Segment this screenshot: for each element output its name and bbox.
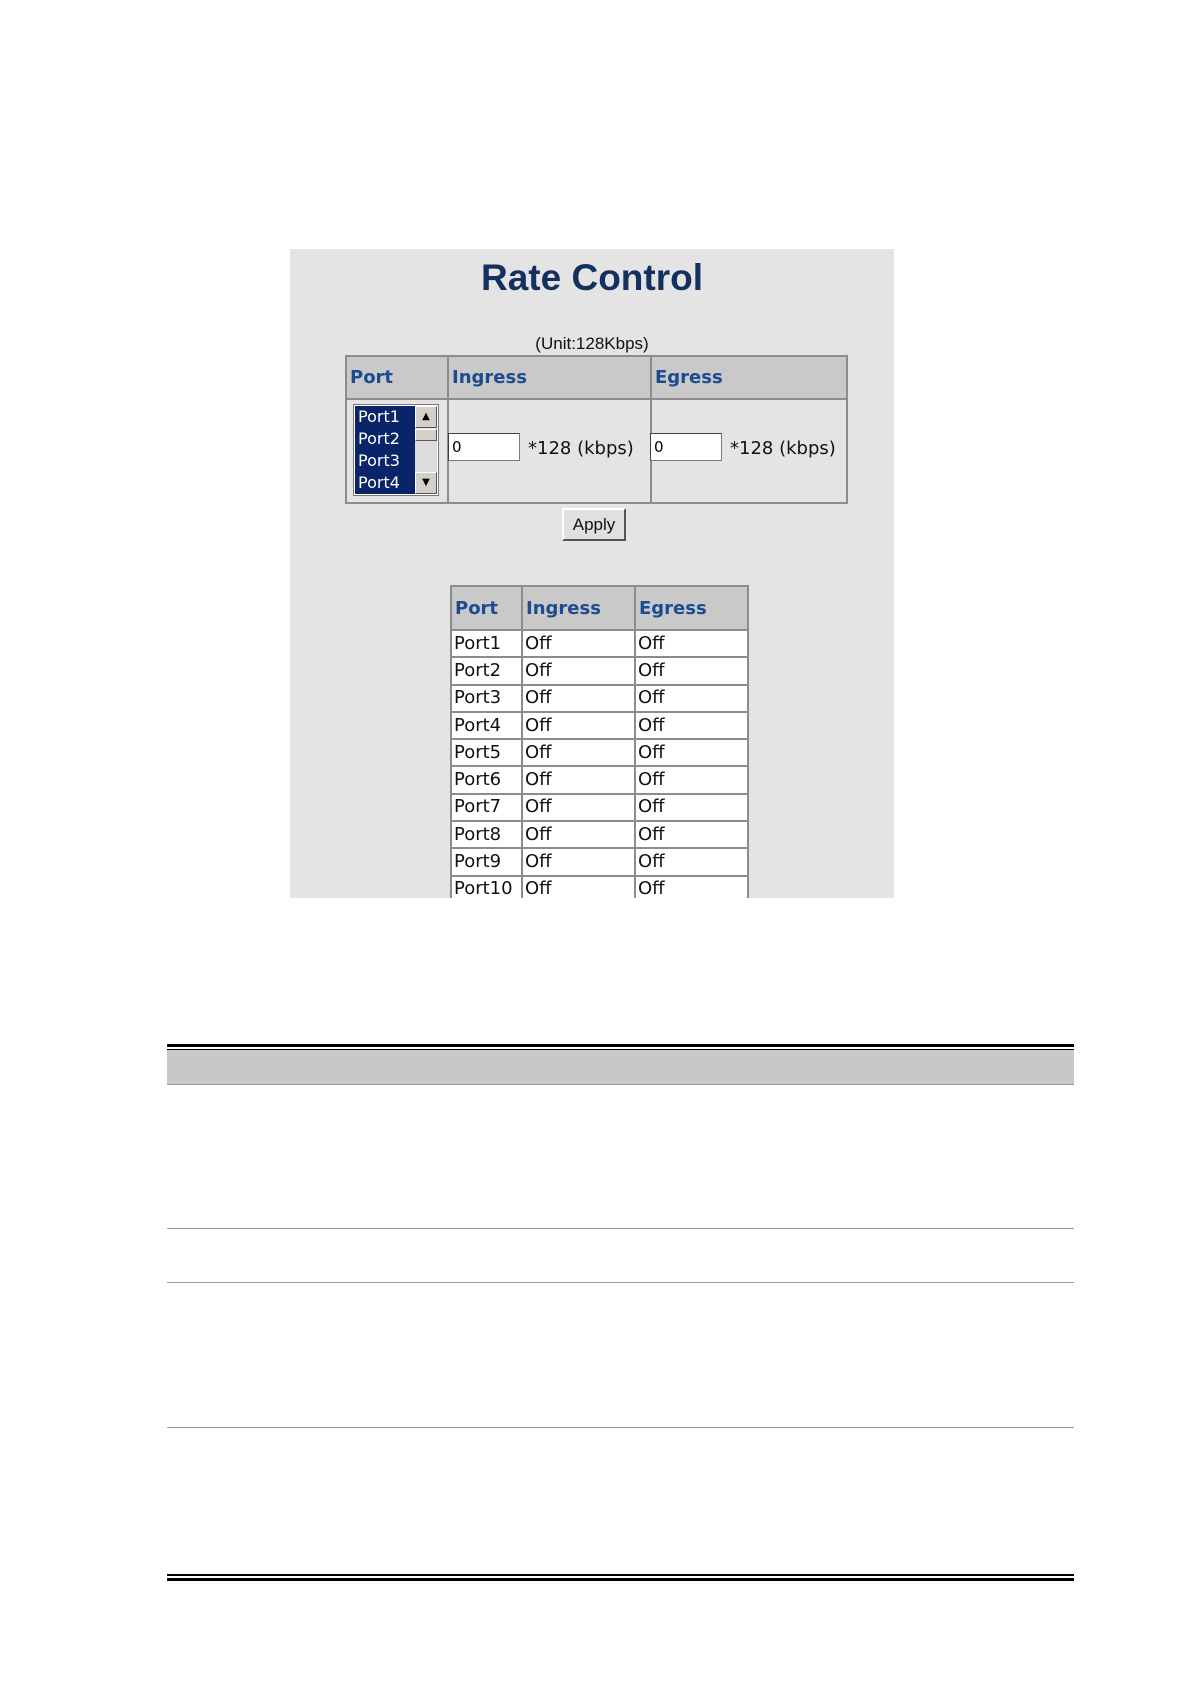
port-cell: Port8 <box>451 821 522 848</box>
table-row <box>451 876 748 898</box>
egress-rate-input[interactable] <box>650 433 722 461</box>
ingress-cell: Off <box>522 630 635 657</box>
egress-cell: Off <box>635 739 748 766</box>
ingress-column-header: Ingress <box>449 357 650 398</box>
rate-status-table <box>450 585 749 898</box>
port-cell: Port9 <box>451 848 522 875</box>
ingress-rate-input[interactable] <box>448 433 520 461</box>
port-cell: Port6 <box>451 766 522 793</box>
port-options <box>355 406 416 494</box>
egress-cell: Off <box>635 821 748 848</box>
egress-column-header: Egress <box>652 357 846 398</box>
port-option[interactable]: Port3 <box>358 451 400 470</box>
port-column-header: Port <box>347 357 447 398</box>
ingress-cell: Off <box>522 739 635 766</box>
egress-cell: Off <box>635 766 748 793</box>
scroll-down-icon[interactable]: ▼ <box>415 472 437 494</box>
table-bottom-rule-thick <box>167 1578 1074 1581</box>
table-header-band <box>167 1050 1074 1084</box>
port-cell: Port1 <box>451 630 522 657</box>
scroll-thumb[interactable] <box>415 429 437 441</box>
ingress-cell: Off <box>522 685 635 712</box>
table-row-rule <box>167 1228 1074 1229</box>
port-select-list[interactable] <box>353 404 439 496</box>
egress-cell: Off <box>635 657 748 684</box>
table-row-rule <box>167 1427 1074 1428</box>
ingress-cell: Off <box>522 712 635 739</box>
ingress-rate-unit: *128 (kbps) <box>528 438 634 459</box>
ingress-cell: Off <box>522 876 635 898</box>
apply-button[interactable]: Apply <box>562 508 626 541</box>
ingress-cell: Off <box>522 794 635 821</box>
port-cell: Port4 <box>451 712 522 739</box>
table-row <box>451 685 748 712</box>
egress-cell: Off <box>635 794 748 821</box>
port-cell: Port3 <box>451 685 522 712</box>
scroll-up-icon[interactable]: ▲ <box>415 406 437 428</box>
table-top-rule <box>167 1044 1074 1047</box>
egress-cell: Off <box>635 876 748 898</box>
egress-cell: Off <box>635 712 748 739</box>
egress-rate-unit: *128 (kbps) <box>730 438 836 459</box>
port-option[interactable]: Port1 <box>358 407 400 426</box>
port-cell: Port10 <box>451 876 522 898</box>
table-row <box>451 630 748 657</box>
ingress-cell: Off <box>522 766 635 793</box>
column-divider <box>447 357 449 502</box>
page-title: Rate Control <box>481 257 703 298</box>
table-row <box>451 739 748 766</box>
column-divider <box>650 357 652 502</box>
port-option[interactable]: Port4 <box>358 473 400 492</box>
table-row <box>451 794 748 821</box>
port-cell: Port2 <box>451 657 522 684</box>
table-row <box>451 657 748 684</box>
status-ingress-header: Ingress <box>522 586 635 630</box>
header-divider <box>347 398 846 400</box>
table-row <box>451 712 748 739</box>
unit-note: (Unit:128Kbps) <box>535 334 649 353</box>
egress-cell: Off <box>635 685 748 712</box>
table-row <box>451 821 748 848</box>
ingress-cell: Off <box>522 657 635 684</box>
table-row-rule <box>167 1282 1074 1283</box>
table-row <box>451 766 748 793</box>
port-cell: Port7 <box>451 794 522 821</box>
port-cell: Port5 <box>451 739 522 766</box>
ingress-cell: Off <box>522 821 635 848</box>
table-row <box>451 848 748 875</box>
table-header-rule <box>167 1084 1074 1085</box>
status-egress-header: Egress <box>635 586 748 630</box>
rate-control-panel <box>290 249 894 898</box>
egress-cell: Off <box>635 630 748 657</box>
table-bottom-rule <box>167 1574 1074 1576</box>
rate-config-table <box>345 355 848 504</box>
status-port-header: Port <box>451 586 522 630</box>
list-scrollbar[interactable] <box>415 406 437 494</box>
port-option[interactable]: Port2 <box>358 429 400 448</box>
egress-cell: Off <box>635 848 748 875</box>
ingress-cell: Off <box>522 848 635 875</box>
